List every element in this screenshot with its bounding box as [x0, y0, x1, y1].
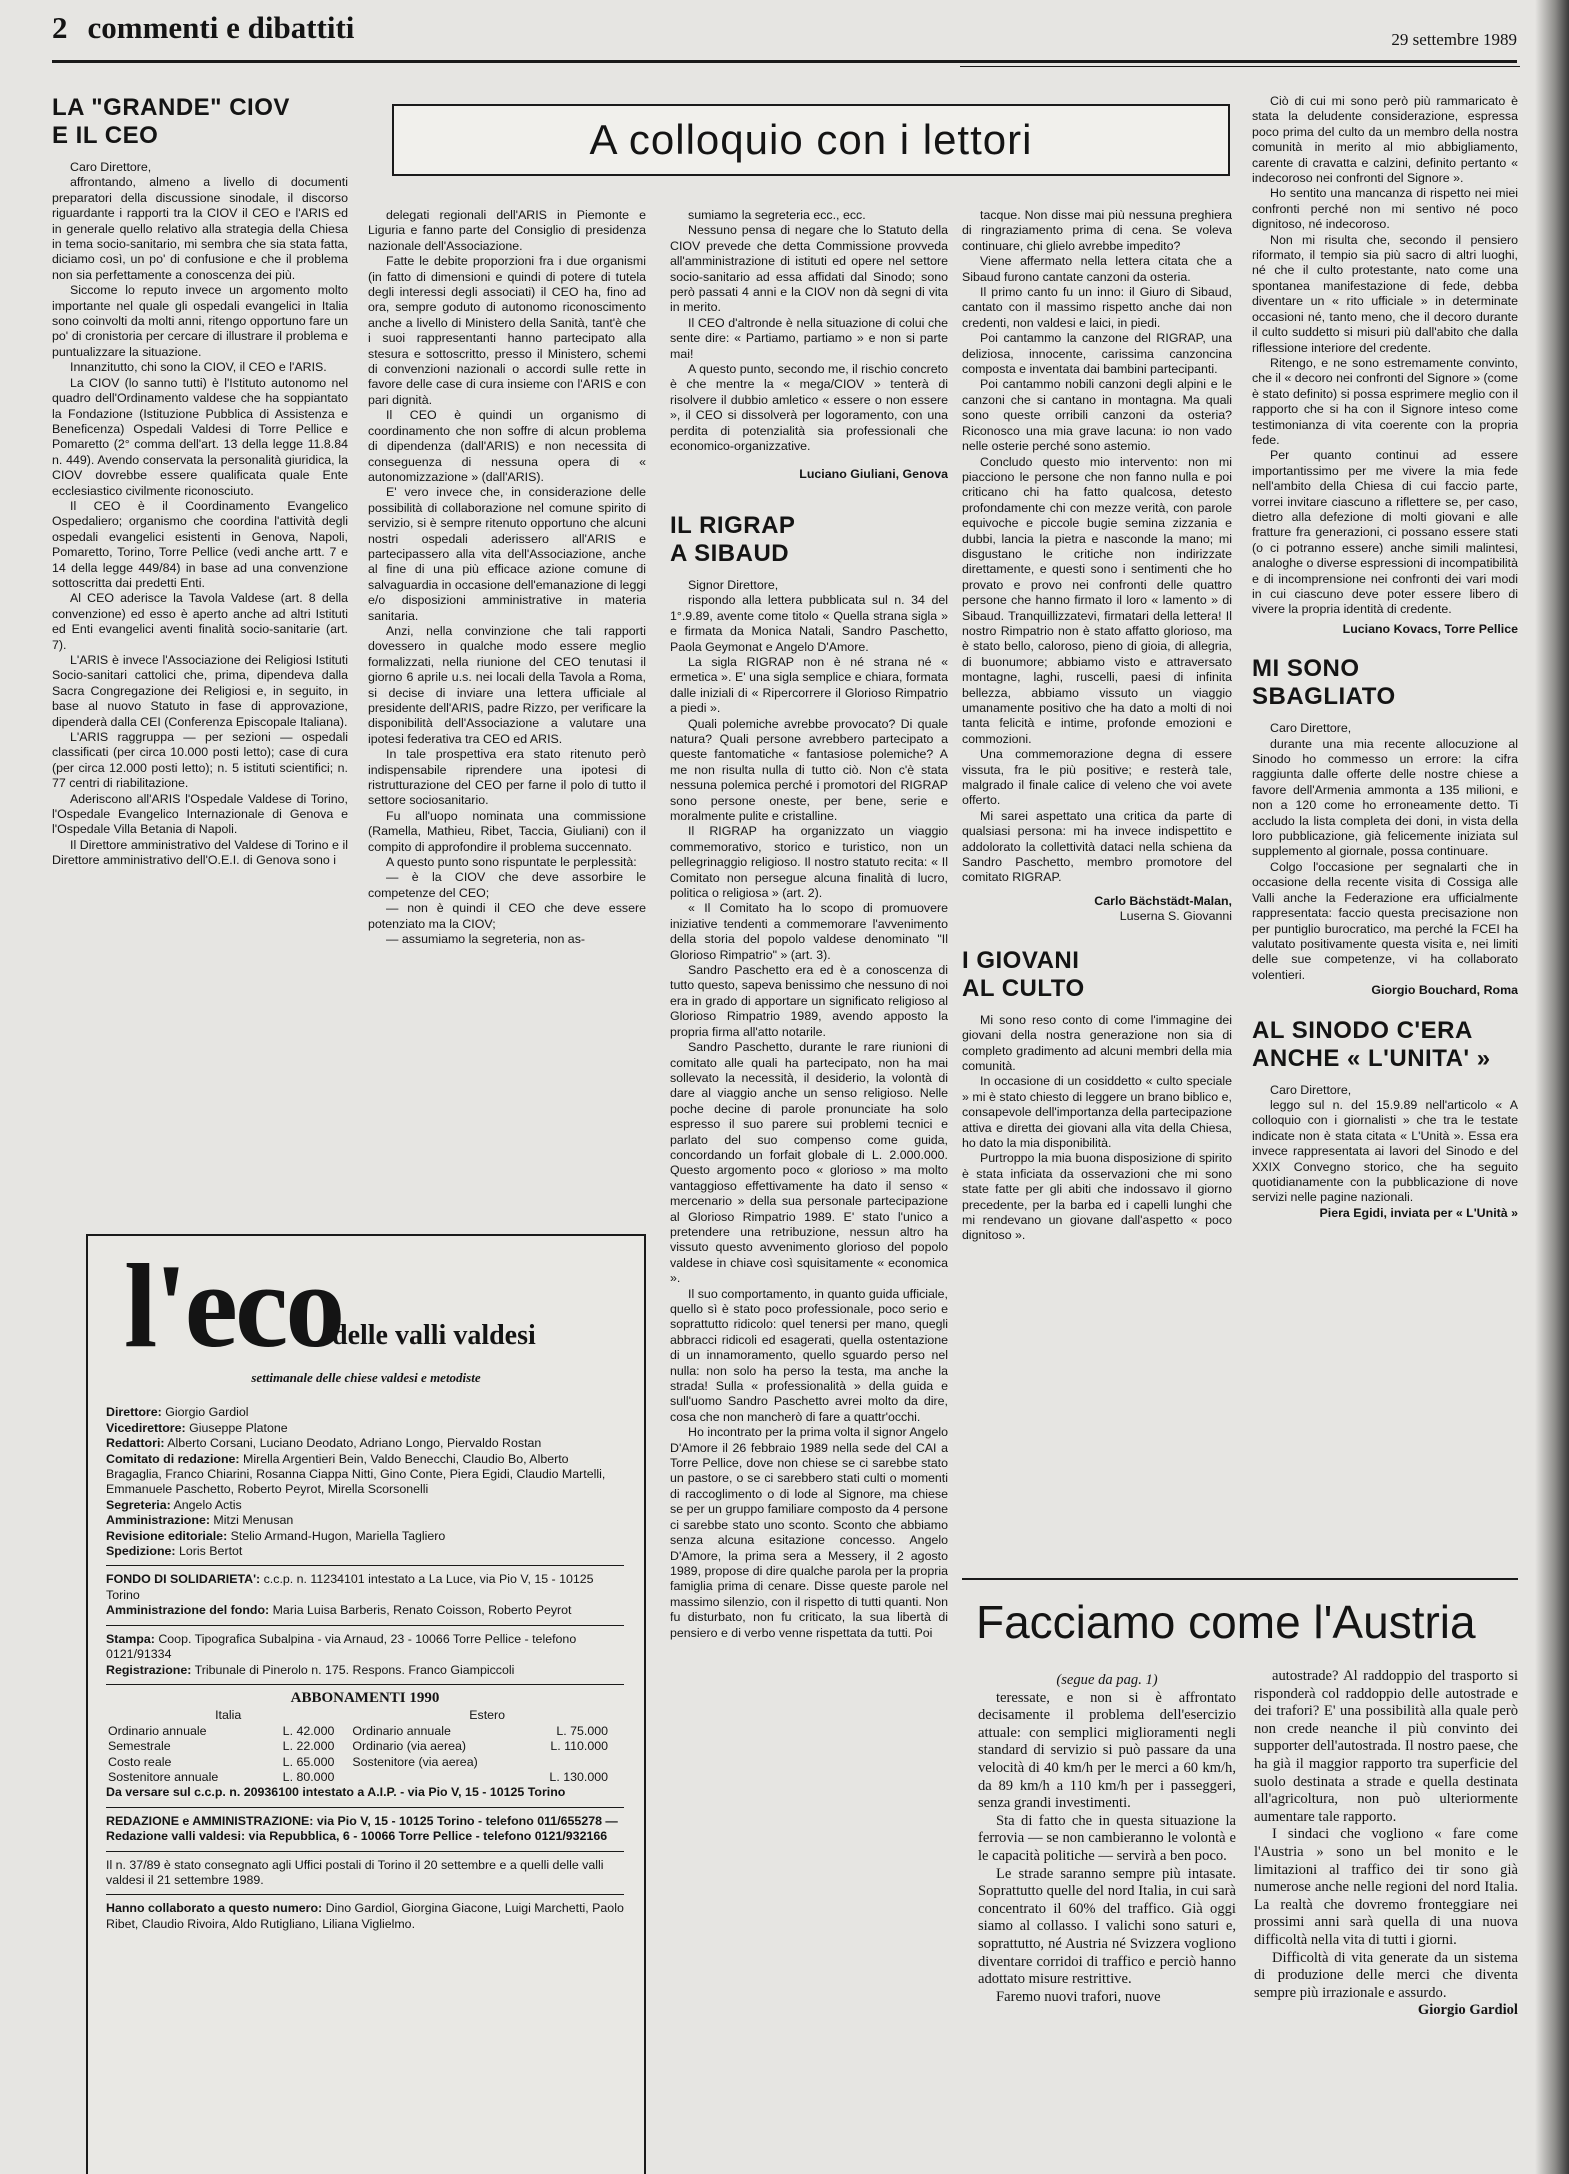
masthead-line — [106, 1544, 624, 1559]
article-body — [1254, 1668, 1518, 2002]
paragraph: La sigla RIGRAP non è né strana né « ermetica ». E' una sigla semplice e chiara, formata dalle iniziali di « Ripercorrere il Glorioso Rimpatrio a piedi ». — [670, 654, 948, 716]
masthead-label: Comitato di redazione: — [106, 1451, 240, 1466]
masthead-line — [106, 1421, 624, 1436]
article-body — [1252, 94, 1518, 618]
paragraph: Mi sono reso conto di come l'immagine dei giovani della nostra generazione non sia di completo gradimento ad alcuni membri della mia comunità. — [962, 1012, 1232, 1073]
paragraph: Il primo canto fu un inno: il Giuro di Sibaud, cantato con il massimo rispetto anche dai non credenti, non valdesi e laici, in piedi. — [962, 285, 1232, 330]
fondo-list — [106, 1572, 624, 1618]
rate-cell: L. 42.000 — [282, 1723, 335, 1738]
rate-cell: L. 110.000 — [550, 1739, 608, 1754]
masthead-value: Mirella Argentieri Bein, Valdo Benecchi, Claudio Bo, Alberto Bragaglia, Franco Chiarini, Rosanna Ciappa Nitti, Gino Conte, Piera Egidi, Claudio Martelli, Emmanuele Paschetto, Roberto Peyrot, Mirella Scorsonelli — [106, 1451, 606, 1497]
paragraph: Ho incontrato per la prima volta il signor Angelo D'Amore il 26 febbraio 1989 nella sede del CAI a Torre Pellice, dove non chiese se ci sarebbe stato un pastore, o se ci sarebbero stati culti o momenti di raccoglimento o di lode al Signore, ma chiese se per un gruppo familiare composto da 4 persone ci sarebbe stato uno sconto. Sconto che abbiamo senza alcuna esitazione concesso. Angelo D'Amore, la prima sera a Messery, il 2 agosto 1989, propose di dire qualche parola per la propria famiglia prima di cenare. Disse queste parole nel massimo silenzio, con il rispetto di tutti quanti. Non fu disturbato, non fu criticato, la sua libertà di pensiero e di verbo venne rispettata da tutti. Poi — [670, 1425, 948, 1640]
paragraph: Il CEO è quindi un organismo di coordinamento che non soffre di alcun problema di dipendenza (dall'ARIS) e non necessita di conseguenza di nessuna opera di « autonomizzazione » (dall'ARIS). — [368, 408, 646, 484]
paragraph: — assumiamo la segreteria, non as- — [386, 932, 586, 947]
masthead-line — [106, 1603, 624, 1618]
paragraph: Faremo nuovi trafori, nuove — [996, 1988, 1161, 2005]
contributors: Hanno collaborato a questo numero: Dino Gardiol, Giorgina Giacone, Luigi Marchetti, Paolo Ribet, Claudio Rivoira, Aldo Rutigliano, Liliana Viglielmo. — [106, 1901, 624, 1931]
scan-edge-shadow — [1535, 0, 1569, 2174]
rate-cell: Sostenitore annuale — [108, 1769, 219, 1784]
paragraph: A questo punto sono rispuntate le perplessità: — [386, 855, 637, 870]
article-body — [1252, 1098, 1518, 1206]
paragraph: — è la CIOV che deve assorbire le competenze del CEO; — [368, 870, 646, 900]
article-title-sbagliato: MI SONO SBAGLIATO — [1252, 655, 1396, 711]
article-body — [368, 208, 646, 948]
paragraph: Siccome lo reputo invece un argomento molto importante nel quale gli ospedali evangelici in Italia sono coinvolti da molti anni, ritengo opportuno fare un po' di cronistoria per cercare di illustrare il problema e puntualizzare la situazione. — [52, 283, 348, 359]
paragraph: Sta di fatto che in questa situazione la ferrovia — se non cambieranno le volontà e le capacità politiche — servirà a ben poco. — [978, 1812, 1236, 1864]
masthead-line — [106, 1405, 624, 1420]
subscriptions-table — [106, 1708, 624, 1785]
masthead-label: Segreteria: — [106, 1497, 171, 1512]
page-number: 2 — [52, 10, 68, 45]
article-title-unita: AL SINODO C'ERA ANCHE « L'UNITA' » — [1252, 1016, 1491, 1072]
masthead-value: Maria Luisa Barberis, Renato Coisson, Roberto Peyrot — [272, 1603, 572, 1618]
paragraph: Per quanto continui ad essere importantissimo per me vivere la mia fede nell'ambito della Chiesa di cui faccio parte, vorrei invitare ciascuno a riflettere se, per caso, dietro alla defezione di molti giovani e alle fratture fra generazioni, ci possano essere stati (o ci potranno essere) anche simili malintesi, analoghe o diverse espressioni di incompatibilità e di incomprensione nei confronti dei vari modi in cui ciascuno deve poter essere libero di vivere la propria identità di credente. — [1252, 448, 1518, 617]
column-1 — [52, 86, 348, 1218]
rate-cell: L. 65.000 — [282, 1754, 335, 1769]
payment-info: Da versare sul c.c.p. n. 20936100 intestato a A.I.P. - via Pio V, 15 - 10125 Torino — [106, 1785, 566, 1800]
paragraph: affrontando, almeno a livello di documenti preparatori della discussione sinodale, il discorso riguardante i rapporti tra la CIOV il CEO e l'ARIS ed in generale quello relativo alla strategia della Chiesa in tema socio-sanitario, mi sembra che sia stata fatta, diciamo così, un po' di confusione e che il problema non sia perfettamente a conoscenza dei più. — [52, 175, 348, 282]
paragraph: Fatte le debite proporzioni fra i due organismi (in fatto di dimensioni e quindi di potere di tutela degli interessi degli associati) il CEO ha, fino ad ora, sempre goduto di autonomo riconoscimento anche a livello di Ministero della Sanità, tant'è che i suoi rappresentanti hanno partecipato alla stesura e sottoscritto, presso il Ministero, schemi di convenzioni nazionali o accordi sulle rette in favore delle case di cura insieme con l'ARIS e con pari dignità. — [368, 254, 646, 407]
paragraph: sumiamo la segreteria ecc., ecc. — [688, 208, 866, 222]
masthead-value: c.c.p. n. 11234101 intestato a La Luce, via Pio V, 15 - 10125 Torino — [106, 1572, 594, 1602]
paragraph: Innanzitutto, chi sono la CIOV, il CEO e l'ARIS. — [70, 360, 327, 375]
paragraph: Anzi, nella convinzione che tali rapporti dovessero in qualche modo essere meglio formalizzati, nella riunione del CEO tenutasi il giorno 6 aprile u.s. nei locali della Tavola a Roma, si decise di inviare una lettera ufficiale al presidente dell'ARIS, padre Rizzo, per verificare la disponibilità dell'Associazione a valutare una ipotesi federativa tra CEO ed ARIS. — [368, 623, 646, 746]
signature: Piera Egidi, inviata per « L'Unità » — [1319, 1205, 1518, 1220]
article-body — [1252, 737, 1518, 984]
banner-title: A colloquio con i lettori — [589, 116, 1033, 163]
paragraph: L'ARIS raggruppa — per sezioni — ospedali classificati (per circa 10.000 posti letto); case di cura (per circa 12.000 posti letto); n. 5 istituti scientifici; n. 77 centri di riabilitazione. — [52, 730, 348, 791]
masthead-line — [106, 1663, 624, 1678]
article-title-giovani: I GIOVANI AL CULTO — [962, 946, 1085, 1002]
article-body — [670, 208, 948, 455]
paragraph: Una commemorazione degna di essere vissuta, fra le più positive; e resterà tale, malgrado il finale calice di veleno che voi avete offerto. — [962, 747, 1232, 808]
rate-row — [106, 1770, 624, 1785]
paragraph: delegati regionali dell'ARIS in Piemonte e Liguria e fanno parte del Consiglio di presidenza nazionale dell'Associazione. — [368, 208, 646, 253]
logo-eco: l'eco — [124, 1239, 343, 1372]
delivery-note: Il n. 37/89 è stato consegnato agli Uffici postali di Torino il 20 settembre e a quelli delle valli valdesi il 21 settembre 1989. — [106, 1857, 604, 1887]
rate-cell: Costo reale — [108, 1754, 172, 1769]
paragraph: tacque. Non disse mai più nessuna preghiera di ringraziamento prima di cena. Se voleva continuare, chi glielo avrebbe impedito? — [962, 208, 1232, 253]
article-body — [978, 1690, 1236, 2007]
issue-date: 29 settembre 1989 — [1391, 30, 1517, 49]
paragraph: Il Direttore amministrativo del Valdese di Torino e il Direttore amministrativo dell'O.E.I. di Genova sono i — [52, 837, 348, 868]
paragraph: Nessuno pensa di negare che lo Statuto della CIOV prevede che detta Commissione provveda all'amministrazione di istituti ed opere nel settore socio-sanitario ad essa affidati dal Sinodo; sono però passati 4 anni e la CIOV non dà segni di vita in merito. — [670, 223, 948, 315]
article-body — [52, 175, 348, 868]
masthead-value: Alberto Corsani, Luciano Deodato, Adriano Longo, Piervaldo Rostan — [167, 1436, 542, 1451]
paragraph: Fu all'uopo nominata una commissione (Ramella, Mathieu, Ribet, Taccia, Giuliani) con il compito di approfondire il problema succennato. — [368, 808, 646, 854]
masthead-label: Registrazione: — [106, 1662, 192, 1677]
article-body — [962, 208, 1232, 886]
divider — [106, 1894, 624, 1895]
column-5 — [1252, 94, 1518, 1568]
divider — [106, 1807, 624, 1808]
signature: Luciano Giuliani, Genova — [799, 466, 948, 481]
italia-header: Italia — [215, 1708, 242, 1723]
rate-cell: Ordinario annuale — [352, 1723, 451, 1738]
section-rule — [962, 1578, 1518, 1580]
rate-cell — [350, 1770, 522, 1785]
paragraph: La CIOV (lo sanno tutti) è l'Istituto autonomo nel quadro dell'Ordinamento valdese che ha soppiantato la Fondazione (Istituzione Pubblica di Assistenza e Beneficenza) Ospedali Valdesi di Torre Pellice e Pomaretto (2° comma dell'art. 13 della legge 11.8.84 n. 449). Avendo conservata la personalità giuridica, la CIOV dovrebbe essere qualificata quale Ente ecclesiastico civilmente riconosciuto. — [52, 375, 348, 498]
rate-cell: L. 130.000 — [549, 1769, 608, 1784]
paragraph: — non è quindi il CEO che deve essere potenziato ma la CIOV; — [368, 901, 646, 931]
rate-row — [106, 1755, 624, 1770]
austria-column-a — [978, 1672, 1236, 2152]
masthead-line — [106, 1529, 624, 1544]
masthead-value: Tribunale di Pinerolo n. 175. Respons. Franco Giampiccoli — [194, 1662, 515, 1677]
paragraph: I sindaci che vogliono « fare come l'Austria » sono un bel monito e le limitazioni al traffico dei tir sono già numerose anche nelle regioni del nord Italia. La realtà che dovremo fronteggiare nei prossimi anni sarà quella di una nuova difficoltà nella vita di tutti i giorni. — [1254, 1826, 1518, 1948]
masthead-line — [106, 1452, 624, 1498]
paragraph: rispondo alla lettera pubblicata sul n. 34 del 1°.9.89, avente come titolo « Quella strana sigla » e firmata da Monica Natali, Sandro Paschetto, Paola Geymonat e Angelo D'Amore. — [670, 593, 948, 654]
masthead-line — [106, 1572, 624, 1603]
masthead-value: Giorgio Gardiol — [165, 1405, 249, 1420]
divider — [106, 1625, 624, 1626]
masthead-logo — [88, 1236, 644, 1376]
signature-place: Luserna S. Giovanni — [1119, 909, 1232, 924]
masthead-label: FONDO DI SOLIDARIETA': — [106, 1572, 261, 1587]
signature: Giorgio Bouchard, Roma — [1371, 983, 1518, 998]
header-rule — [52, 60, 1517, 63]
paragraph: Il RIGRAP ha organizzato un viaggio commemorativo, storico e turistico, non un pellegrinaggio religioso. Il nostro statuto recita: « Il Comitato non persegue alcuna finalità di lucro, politica o religiosa » (art. 2). — [670, 824, 948, 901]
article-title-ciov: LA "GRANDE" CIOV E IL CEO — [52, 94, 290, 149]
rate-cell: L. 75.000 — [556, 1723, 608, 1738]
paragraph: Il CEO d'altronde è nella situazione di colui che sente dire: « Partiamo, partiamo » e non si parte mai! — [670, 315, 948, 361]
masthead-value: Stelio Armand-Hugon, Mariella Tagliero — [230, 1528, 446, 1543]
masthead-label: Revisione editoriale: — [106, 1528, 228, 1543]
section-banner — [392, 104, 1230, 176]
paragraph: Sandro Paschetto, durante le rare riunioni di comitato alle quali ha partecipato, non ha mai sollevato la necessità, il desiderio, la volontà di dare al viaggio anche un senso religioso. Nelle poche decine di parole pronunciate ha solo espresso il suo parere sui problemi tecnici e parlato del suo compenso come guida, concordando un forfait globale di L. 2.000.000. Questo argomento poco « glorioso » ma molto vantaggioso effettivamente ha dato il senso « mercenario » della sua personale partecipazione al Glorioso Rimpatrio 1989. E' stato l'unico a pretendere una retribuzione, nessun altro ha vissuto questo avvenimento glorioso del popolo valdese in chiave così squisitamente « economica ». — [670, 1040, 948, 1286]
austria-column-b — [1254, 1668, 1518, 2158]
paragraph: Difficoltà di vita generate da un sistema di produzione delle merci che diventa sempre più irrazionale e assurdo. — [1254, 1949, 1518, 2001]
masthead-label: Vicedirettore: — [106, 1420, 186, 1435]
rate-cell: Ordinario annuale — [108, 1723, 207, 1738]
rate-cell: L. 22.000 — [282, 1739, 335, 1754]
paragraph: E' vero invece che, in considerazione delle possibilità di collaborazione nel comune spirito di servizio, si è sempre ritenuto opportuno che alcuni nostri ospedali aderissero all'ARIS e partecipassero alla vita dell'Associazione, anche al fine di una più efficace azione comune di salvaguardia in occasione dell'emanazione di leggi e/o disposizioni amministrative in materia sanitaria. — [368, 485, 646, 623]
paragraph: In tale prospettiva era stato ritenuto però indispensabile riprendere una ipotesi di ristrutturazione del CEO per farne il polo di tutto il settore sociosanitario. — [368, 747, 646, 808]
paragraph: Al CEO aderisce la Tavola Valdese (art. 8 della convenzione) ed esso è aperto anche ad altri Istituti ed Enti evangelici aventi finalità socio-sanitarie (art. 7). — [52, 591, 348, 652]
paragraph: Le strade saranno sempre più intasate. Soprattutto quelle del nord Italia, in cui sarà concentrato il 60% del traffico. Già oggi siamo al collasso. I valichi sono saturi e, soprattutto, né Austria né Svizzera vogliono diventare corridoi di traffico e perciò hanno adottato misure restrittive. — [978, 1865, 1236, 1988]
article-title-austria: Facciamo come l'Austria — [976, 1596, 1476, 1648]
paragraph: Non mi risulta che, secondo il pensiero riformato, il tempio sia più sacro di altri luoghi, né che il culto protestante, nato come una spontanea manifestazione di fede, debba diventare un « rito ufficiale » in determinate occasioni né, tanto meno, che il decoro durante il culto suddetto si misuri più dall'abito che dalla riflessione interiore del credente. — [1252, 232, 1518, 355]
estero-header: Estero — [469, 1708, 506, 1723]
paragraph: Poi cantammo nobili canzoni degli alpini e le canzoni che si cantano in montagna. Ma quali sono queste orribili canzoni da osteria? Riconosco una mia grave lacuna: io non vado nelle osterie perché sono astemio. — [962, 377, 1232, 454]
rate-cell: L. 80.000 — [282, 1769, 335, 1784]
divider — [106, 1565, 624, 1566]
section-title: commenti e dibattiti — [87, 10, 355, 45]
masthead-label: Amministrazione: — [106, 1513, 210, 1528]
redazione-info: REDAZIONE e AMMINISTRAZIONE: via Pio V, 15 - 10125 Torino - telefono 011/655278 — Redazione valli valdesi: via Repubblica, 6 - 10066 Torre Pellice - telefono 0121/932166 — [106, 1813, 618, 1844]
masthead-label: Stampa: — [106, 1631, 155, 1646]
paragraph: Quali polemiche avrebbe provocato? Di quale natura? Quali persone avrebbero partecipato a queste fantomatiche « fantasiose polemiche? A me non risulta nulla di tutto ciò. Non c'è stata nessuna polemica perché i promotori del RIGRAP sono persone oneste, per bene, serie e moralmente pulite e cristalline. — [670, 716, 948, 823]
masthead-value: Coop. Tipografica Subalpina - via Arnaud, 23 - 10066 Torre Pellice - telefono 0121/91334 — [106, 1631, 577, 1662]
masthead-value: Loris Bertot — [178, 1544, 243, 1559]
paragraph: Aderiscono all'ARIS l'Ospedale Valdese di Torino, l'Ospedale Evangelico Internazionale di Genova e l'Ospedale Villa Betania di Napoli. — [52, 791, 348, 837]
column-3 — [670, 208, 948, 2148]
paragraph: Il suo comportamento, in quanto guida ufficiale, quello sì è stato poco professionale, poco serio e soprattutto ridicolo: quel tenersi per mano, quegli abbracci ridicoli ed esagerati, quella ostentazione di un innamoramento, quello sguardo perso nel nulla: non solo ha perso la testa, ma anche la strada! Sulla « professionalità » della guida e sull'uomo Sandro Paschetto avrei molto da dire, cosa che non mancherò di fare a quattr'occhi. — [670, 1286, 948, 1424]
paragraph: Colgo l'occasione per segnalarti che in occasione della recente visita di Cossiga alle Valli anche la Federazione era ufficialmente rappresentata: faccio questa precisazione non per puntiglio burocratico, ma perché la FCEI ha valutato positivamente questa visita e, nei limiti delle sue competenze, vi ha collaborato volentieri. — [1252, 859, 1518, 982]
divider — [106, 1851, 624, 1852]
paragraph: In occasione di un cosiddetto « culto speciale » mi è stato chiesto di leggere un brano biblico e, consapevole dell'importanza della partecipazione attiva e diretta dei giovani alla vita della Chiesa, ho dato la mia disponibilità. — [962, 1074, 1232, 1150]
salutation: Signor Direttore, — [688, 577, 779, 592]
paragraph: Il CEO è il Coordinamento Evangelico Ospedaliero; organismo che coordina l'attività degli ospedali evangelici esistenti in Genova, Napoli, Pomaretto, Torino, Torre Pellice (vedi anche artt. 7 e 14 della legge 449/84) in base ad una convenzione sottoscritta dai predetti Enti. — [52, 498, 348, 590]
article-body — [670, 593, 948, 1641]
article-body — [962, 1013, 1232, 1244]
masthead-line — [106, 1513, 624, 1528]
stampa-list — [106, 1632, 624, 1678]
paragraph: Viene affermato nella lettera citata che a Sibaud furono cantate canzoni da osteria. — [962, 254, 1232, 284]
article-title-rigrap: IL RIGRAP A SIBAUD — [670, 511, 796, 567]
paragraph: Purtroppo la mia buona disposizione di spirito è stata inficiata da osservazioni che mi sono state fatte per gli abiti che indossavo il giorno precedente, per la barba ed i capelli lunghi che mi rendevano un giovane dall'aspetto « poco dignitoso ». — [962, 1151, 1232, 1243]
subscriptions-title: ABBONAMENTI 1990 — [290, 1689, 440, 1706]
paragraph: autostrade? Al raddoppio del trasporto si risponderà col raddoppio delle autostrade e dei trafori? E' una possibilità alla quale però non crede neanche il più convinto dei supporter dell'autostrada. Il nostro paese, che ha già il maggior rapporto tra superficie del suolo destinata a strade e quella destinata all'agricoltura, non può ulteriormente aumentare tale rapporto. — [1254, 1668, 1518, 1825]
rate-cell: Sostenitore (via aerea) — [352, 1754, 478, 1769]
logo-valli: delle valli valdesi — [332, 1320, 536, 1351]
paragraph: Mi sarei aspettato una critica da parte di qualsiasi persona: mi ha invece indispettito e addolorato la collettività dataci nella schiena da Sandro Paschetto, membro promotore del comitato RIGRAP. — [962, 808, 1232, 885]
masthead-value: Angelo Actis — [173, 1497, 242, 1512]
signature: Luciano Kovacs, Torre Pellice — [1342, 621, 1518, 636]
paragraph: L'ARIS è invece l'Associazione dei Religiosi Istituti Socio-sanitari cattolici che, prima, dipendeva dalla Sacra Congregazione dei Religiosi e, in seguito, in base al nuovo Statuto in fase di approvazione, dipenderà dalla CEI (Conferenza Episcopale Italiana). — [52, 653, 348, 729]
masthead-label: Redattori: — [106, 1436, 165, 1451]
masthead-line — [106, 1632, 624, 1663]
masthead-staff — [88, 1385, 644, 1932]
signature: Carlo Bächstädt-Malan, — [1094, 893, 1232, 908]
rate-cell: Ordinario (via aerea) — [352, 1739, 466, 1754]
paragraph: Ho sentito una mancanza di rispetto nei miei confronti perché non mi sentivo né poco dignitoso, né indecoroso. — [1252, 186, 1518, 232]
paragraph: Ritengo, e ne sono estremamente convinto, che il « decoro nei confronti del Signore » (come è stato definito) si possa esprimere meglio con il rapporto che si ha con il Signore inteso come testimonianza di vita coerente con la propria fede. — [1252, 355, 1518, 447]
masthead-value: Mitzi Menusan — [213, 1513, 294, 1528]
paragraph: leggo sul n. del 15.9.89 nell'articolo « A colloquio con i giornalisti » che tra le testate indicate non è stata citata « L'Unità ». Essa era invece rappresentata ai lavori del Sinodo e del XXIX Convegno storico, che ha seguito quotidianamente con la pubblicazione di nove servizi nelle pagine nazionali. — [1252, 1097, 1518, 1205]
salutation: Caro Direttore, — [70, 160, 152, 174]
salutation: Caro Direttore, — [1270, 1082, 1352, 1097]
paragraph: teressate, e non si è affrontato decisamente il problema dell'esercizio attuale: con semplici miglioramenti negli standard di servizio si può passare da una velocità di 40 km/h per le merci a 60 km/h, da 89 km/h a 110 km/h per i passeggeri, senza grandi investimenti. — [978, 1689, 1236, 1812]
header-rule-thin — [960, 66, 1520, 67]
continued-note: (segue da pag. 1) — [1056, 1672, 1158, 1688]
paragraph: Concludo questo mio intervento: non mi piacciono le persone che non fanno nulla e poi criticano chi ha fatto qualcosa, detesto profondamente chi con mezze verità, con parole equivoche e piccole bugie semina zizzania e dubbi, lancia la pietra e nasconde la mano; mi disgustano le critiche non indirizzate direttamente, e questi sono i sentimenti che ho provato e provo nei confronti delle quattro persone che hanno firmato il loro « lamento » di Sibaud. Tranquillizzatevi, firmatari della lettera! Il nostro Rimpatrio non è stato affatto glorioso, ma è stato bello, caloroso, pieno di gioia, di allegria, di buonumore; abbiamo visto e attraversato montagne, laghi, ruscelli, paesi di infinita bellezza, abbiamo vissuto un viaggio umanamente positivo che ha dato a molti di noi tanta felicità e intime, profonde emozioni e commozioni. — [962, 454, 1232, 746]
divider — [106, 1684, 624, 1685]
rate-cell: Semestrale — [108, 1739, 171, 1754]
paragraph: « Il Comitato ha lo scopo di promuovere iniziative tendenti a commemorare l'avvenimento della storia del popolo valdese denominato "Il Glorioso Rimpatrio" » (art. 3). — [670, 901, 948, 962]
masthead-label: Direttore: — [106, 1405, 162, 1420]
column-4 — [962, 208, 1232, 1568]
paragraph: durante una mia recente allocuzione al Sinodo ho commesso un errore: la cifra raggiunta dalle offerte delle nostre chiese a favore dell'Armenia ammonta a 135 milioni, e non a 120 come ho erroneamente detto. Ti accludo la lista completa dei doni, in vista della loro pubblicazione, già felicemente iniziata sul supplemento al giornale, possa continuare. — [1252, 736, 1518, 859]
page-header — [52, 10, 354, 46]
salutation: Caro Direttore, — [1270, 721, 1352, 736]
masthead-box — [86, 1234, 646, 2174]
signature: Giorgio Gardiol — [1417, 2002, 1518, 2019]
masthead-line — [106, 1498, 624, 1513]
masthead-line — [106, 1436, 624, 1451]
masthead-value: Giuseppe Platone — [189, 1420, 288, 1435]
paragraph: A questo punto, secondo me, il rischio concreto è che mentre la « mega/CIOV » tenterà di risolvere il dubbio amletico « essere o non essere », il CEO si dissolverà per logoramento, con una perdita di potenzialità sia professionali che economico-organizzative. — [670, 362, 948, 454]
column-2 — [368, 208, 646, 1218]
staff-list — [106, 1405, 624, 1559]
rate-row — [106, 1739, 624, 1754]
masthead-subtitle: settimanale delle chiese valdesi e metodiste — [251, 1370, 481, 1385]
rate-row — [106, 1724, 624, 1739]
paragraph: Ciò di cui mi sono però più rammaricato è stata la deludente considerazione, espressa poco prima del culto da un membro della nostra comunità in merito al mio abbigliamento, carente di cravatta e calzini, definito pertanto « indecoroso nei confronti del Signore ». — [1252, 94, 1518, 186]
masthead-label: Spedizione: — [106, 1544, 176, 1559]
masthead-label: Amministrazione del fondo: — [106, 1603, 270, 1618]
rate-cell — [522, 1755, 624, 1770]
paragraph: Sandro Paschetto era ed è a conoscenza di tutto questo, sapeva benissimo che nessuno di noi era in grado di apportare un significato religioso al Glorioso Rimpatrio 1989, avendo apposto la propria firma all'atto notarile. — [670, 963, 948, 1039]
paragraph: Poi cantammo la canzone del RIGRAP, una deliziosa, innocente, carissima canzoncina composta e inventata dai bambini partecipanti. — [962, 331, 1232, 377]
